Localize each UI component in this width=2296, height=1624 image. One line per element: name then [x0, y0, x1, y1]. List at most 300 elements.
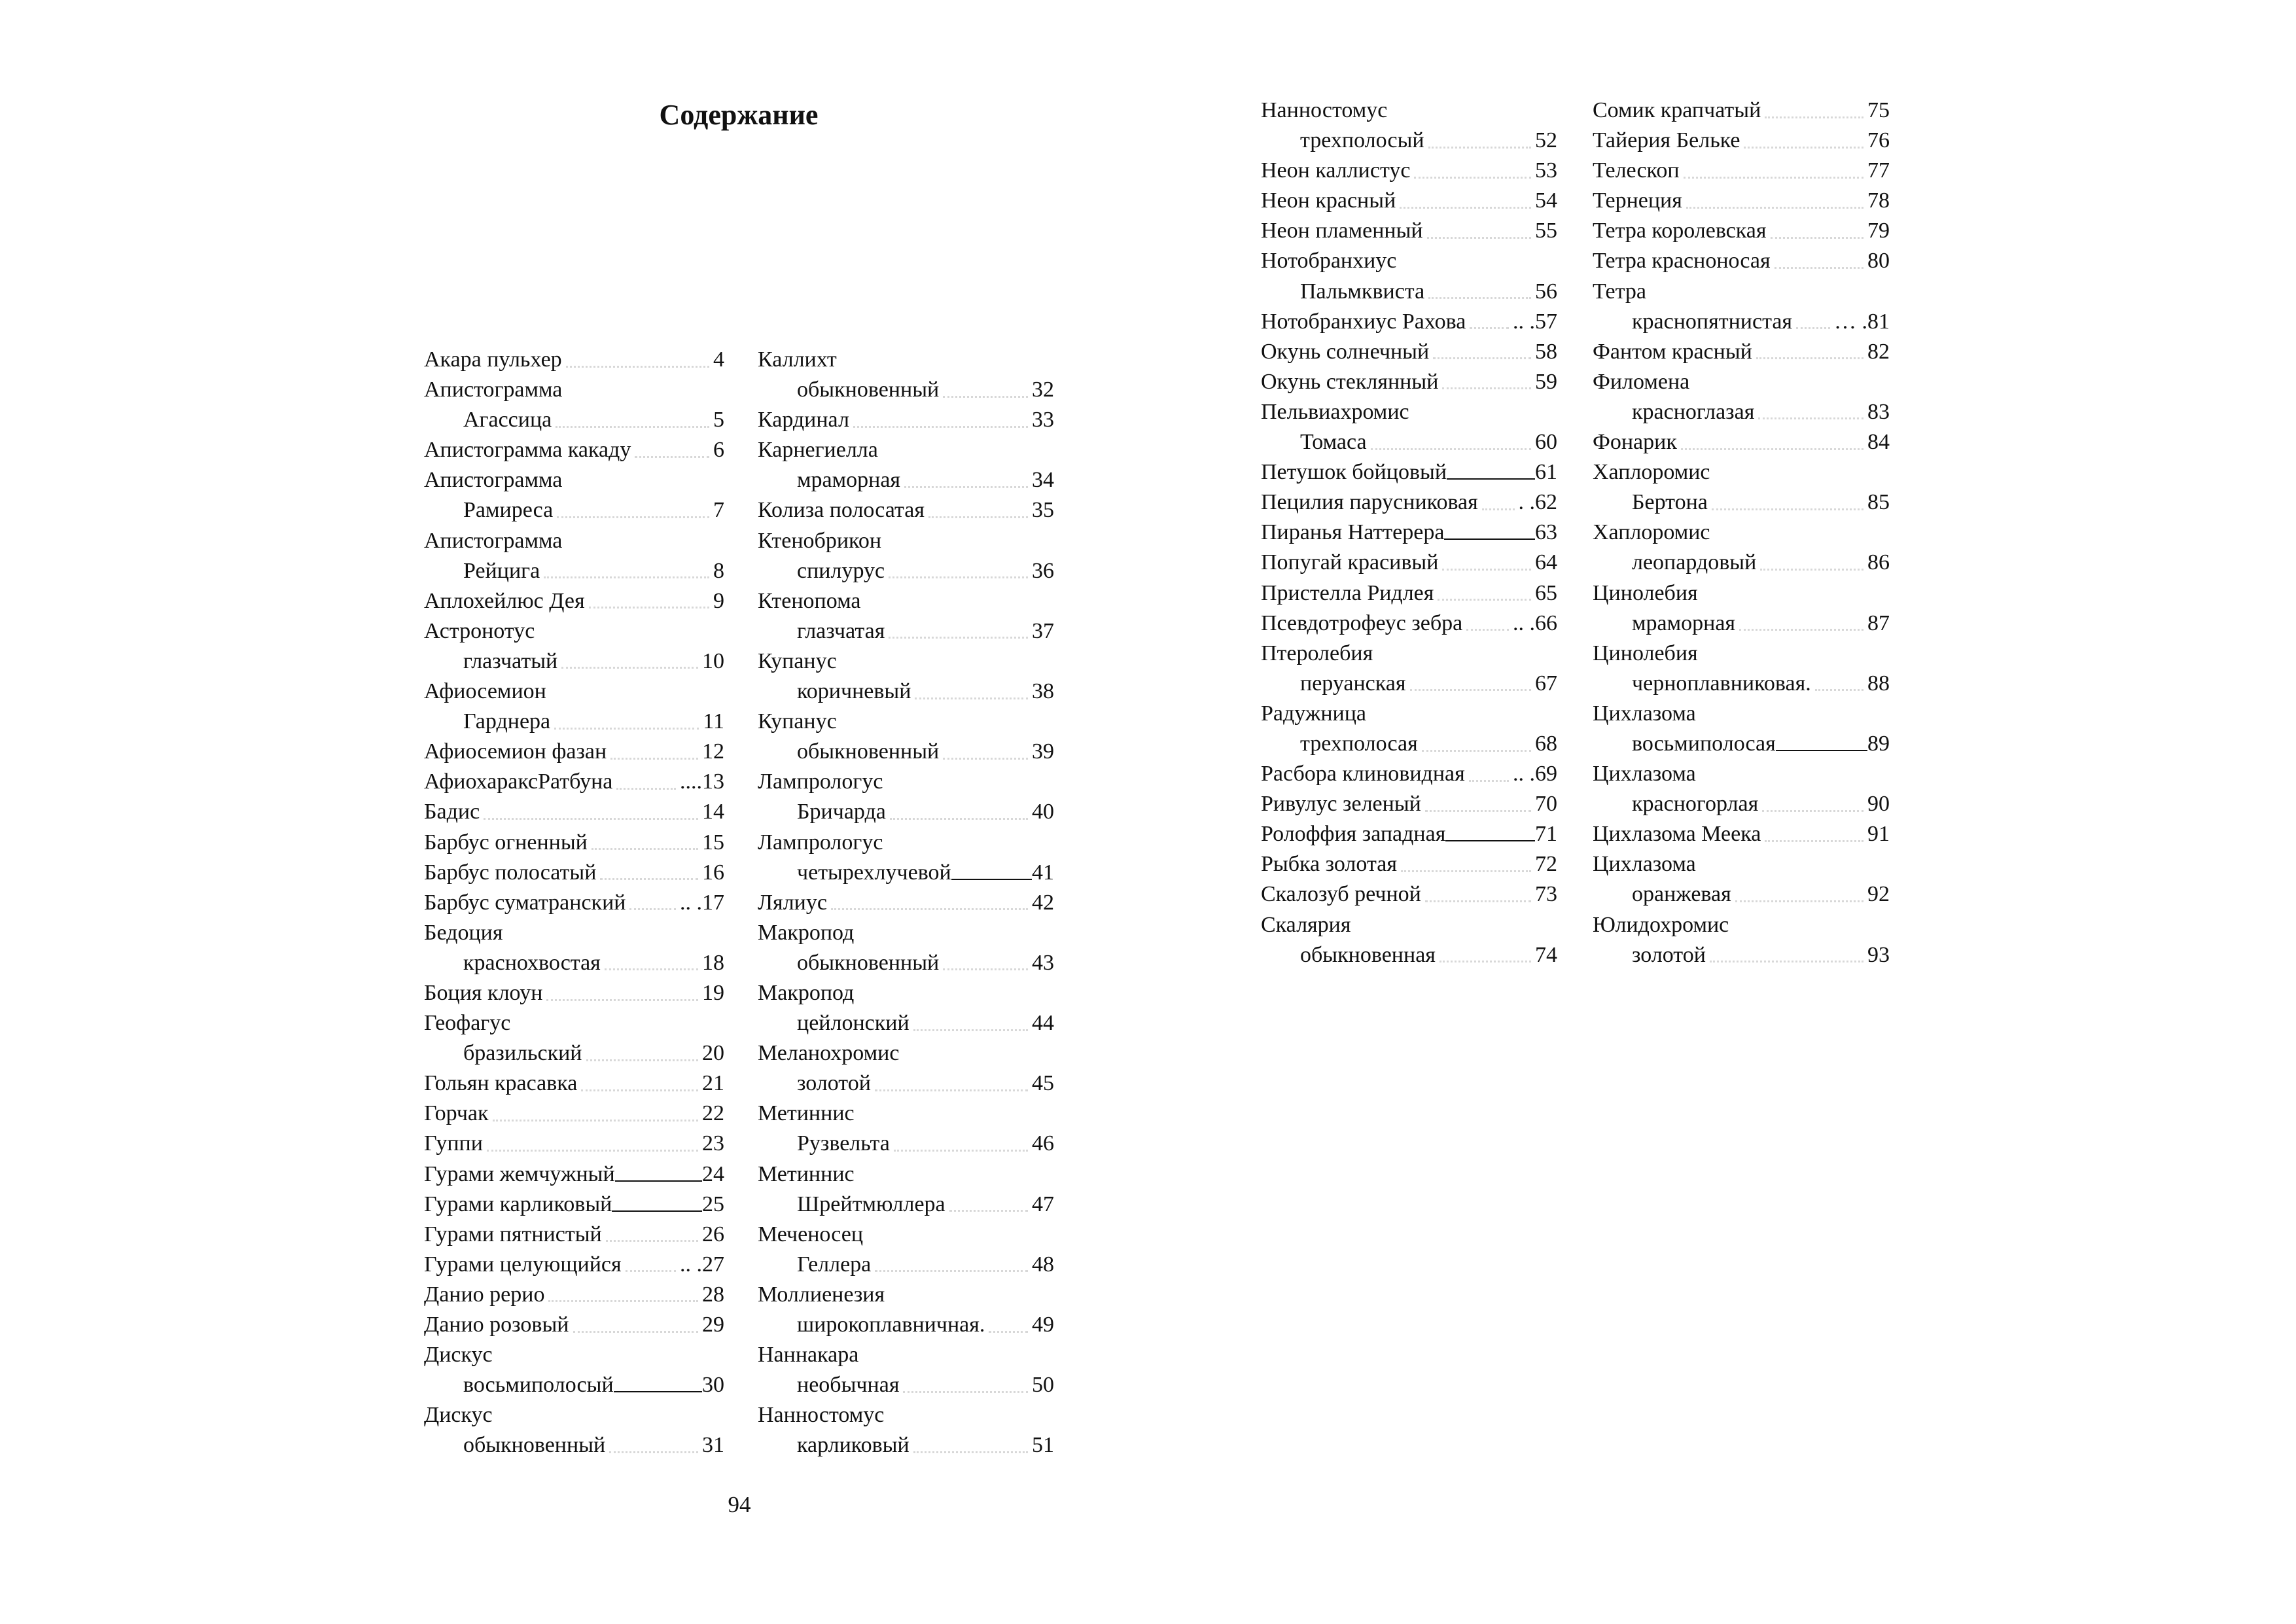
toc-entry-line	[1593, 367, 1890, 397]
leader-line	[1815, 689, 1863, 691]
toc-entry-title: Бедоция	[424, 920, 503, 945]
toc-entry-title: Бадис	[424, 800, 480, 824]
toc-entry	[758, 405, 1054, 435]
toc-entry-page: 56	[1535, 279, 1557, 304]
toc-entry	[424, 1340, 724, 1400]
toc-entry-title: обыкновенный	[463, 1433, 606, 1458]
toc-entry	[1593, 699, 1890, 759]
toc-entry-title: четырехлучевой	[797, 860, 951, 885]
toc-entry-title: Меланохромис	[758, 1041, 900, 1066]
toc-entry-page: 45	[1032, 1071, 1054, 1096]
toc-entry-title: Данио розовый	[424, 1313, 569, 1337]
toc-entry-line	[758, 1400, 1054, 1430]
toc-entry-page: 23	[702, 1131, 724, 1156]
toc-entry-line	[758, 1038, 1054, 1068]
leader-line	[1438, 599, 1531, 601]
toc-entry-page: 91	[1867, 822, 1890, 847]
toc-entry-page: 89	[1867, 731, 1890, 756]
toc-entry-line	[424, 1250, 724, 1280]
toc-entry-line	[1593, 548, 1890, 578]
toc-entry	[1261, 639, 1557, 699]
toc-entry	[1261, 307, 1557, 337]
toc-entry	[424, 1280, 724, 1310]
toc-entry-title: Хаплоромис	[1593, 460, 1710, 485]
toc-entry-line	[424, 1068, 724, 1099]
toc-entry-line	[1261, 789, 1557, 819]
toc-entry	[424, 1310, 724, 1340]
toc-entry-line	[1261, 156, 1557, 186]
toc-entry-title: Макропод	[758, 920, 855, 945]
toc-entry-line	[424, 526, 724, 556]
toc-entry-title: Тайерия Бельке	[1593, 128, 1740, 153]
toc-entry-page: ....13	[680, 769, 724, 794]
toc-entry-title: Горчак	[424, 1101, 489, 1126]
toc-entry	[758, 1280, 1054, 1340]
leader-line	[610, 758, 698, 760]
toc-entry-title: Гольян красавка	[424, 1071, 578, 1096]
toc-entry-page: 29	[702, 1313, 724, 1337]
toc-entry-title: Попугай красивый	[1261, 550, 1439, 575]
toc-entry-page: . .62	[1518, 490, 1557, 515]
toc-entry	[424, 1250, 724, 1280]
toc-entry-line	[424, 495, 724, 525]
toc-entry	[424, 918, 724, 978]
toc-entry-page: 44	[1032, 1011, 1054, 1036]
toc-entry-line	[758, 1430, 1054, 1460]
toc-entry-title: Юлидохромис	[1593, 912, 1729, 937]
leader-line	[556, 426, 709, 428]
toc-entry	[758, 345, 1054, 405]
toc-entry-line	[1593, 729, 1890, 759]
leader-line	[614, 1391, 702, 1392]
toc-entry	[1261, 849, 1557, 879]
leader-line	[1470, 327, 1509, 329]
toc-entry-line	[1593, 337, 1890, 367]
toc-entry	[424, 1008, 724, 1068]
leader-line	[612, 1210, 702, 1212]
toc-entry	[424, 616, 724, 677]
toc-entry-title: Ктенопома	[758, 588, 861, 613]
toc-entry-line	[424, 1400, 724, 1430]
toc-entry	[1593, 518, 1890, 578]
toc-entry-line	[424, 1008, 724, 1038]
toc-entry-line	[424, 677, 724, 707]
toc-entry-title: краснохвостая	[463, 950, 601, 975]
toc-entry-title: Лялиус	[758, 890, 827, 915]
toc-entry-line	[424, 465, 724, 495]
toc-entry-line	[758, 556, 1054, 586]
leader-line	[1765, 116, 1863, 118]
toc-entry-line	[424, 1099, 724, 1129]
leader-line	[853, 426, 1028, 428]
toc-entry	[1593, 216, 1890, 246]
toc-entry-title: Фантом красный	[1593, 339, 1752, 364]
toc-entry-page: 10	[702, 648, 724, 673]
toc-entry-title: Колиза полосатая	[758, 498, 925, 523]
leader-line	[831, 908, 1028, 910]
toc-entry-line	[424, 797, 724, 827]
toc-entry-line	[758, 495, 1054, 525]
toc-entry-page: 34	[1032, 468, 1054, 493]
toc-entry	[1261, 548, 1557, 578]
toc-entry-line	[1593, 427, 1890, 457]
toc-entry-title: Пальмквиста	[1300, 279, 1425, 304]
toc-entry-line	[424, 888, 724, 918]
toc-entry-title: Бричарда	[797, 800, 886, 824]
toc-entry-line	[758, 1340, 1054, 1370]
toc-entry-line	[1261, 518, 1557, 548]
toc-entry-line	[758, 1190, 1054, 1220]
toc-entry-title: Купанус	[758, 709, 837, 734]
toc-entry-title: Данио рерио	[424, 1282, 545, 1307]
toc-entry-page: 76	[1867, 128, 1890, 153]
toc-entry-title: Моллиенезия	[758, 1282, 885, 1307]
toc-entry-line	[1593, 156, 1890, 186]
leader-line	[1686, 207, 1863, 209]
toc-entry-line	[758, 375, 1054, 405]
toc-entry-title: Фонарик	[1593, 430, 1677, 455]
toc-entry-line	[1261, 759, 1557, 789]
toc-entry-line	[424, 1220, 724, 1250]
toc-entry-page: 65	[1535, 580, 1557, 605]
toc-entry	[1261, 96, 1557, 156]
toc-entry-page: 78	[1867, 188, 1890, 213]
toc-entry-page: 86	[1867, 550, 1890, 575]
toc-entry	[424, 526, 724, 586]
leader-line	[894, 1150, 1028, 1152]
toc-entry-line	[424, 978, 724, 1008]
toc-entry-line	[1261, 487, 1557, 518]
toc-entry-line	[758, 737, 1054, 767]
toc-entry-line	[1593, 669, 1890, 699]
toc-entry-page: 59	[1535, 369, 1557, 394]
toc-entry-page: 16	[702, 860, 724, 885]
toc-entry-line	[424, 1310, 724, 1340]
toc-entry-line	[1261, 367, 1557, 397]
leader-line	[557, 516, 709, 518]
toc-entry-line	[1593, 307, 1890, 337]
leader-line	[1469, 780, 1509, 782]
toc-entry-line	[1261, 699, 1557, 729]
toc-entry	[758, 1099, 1054, 1159]
toc-entry	[1261, 367, 1557, 397]
toc-entry	[758, 1038, 1054, 1099]
toc-entry	[1593, 639, 1890, 699]
toc-entry-line	[758, 858, 1054, 888]
toc-entry-title: Барбус полосатый	[424, 860, 597, 885]
toc-entry-line	[424, 1430, 724, 1460]
toc-entry-line	[424, 435, 724, 465]
toc-entry	[758, 978, 1054, 1038]
toc-entry	[424, 1129, 724, 1159]
toc-column-3	[1261, 96, 1557, 970]
leader-line	[1371, 448, 1531, 450]
toc-entry-page: 15	[702, 830, 724, 855]
toc-entry-title: цейлонский	[797, 1011, 910, 1036]
toc-entry-line	[1593, 759, 1890, 789]
toc-entry	[424, 797, 724, 827]
toc-entry	[1261, 879, 1557, 909]
toc-entry-title: Кардинал	[758, 408, 849, 432]
leader-line	[890, 818, 1028, 820]
toc-entry-title: мраморная	[1632, 610, 1736, 635]
toc-entry-page: 19	[702, 980, 724, 1005]
toc-entry	[758, 828, 1054, 888]
toc-entry-line	[758, 405, 1054, 435]
leader-line	[484, 818, 698, 820]
toc-entry-title: Окунь стеклянный	[1261, 369, 1439, 394]
toc-entry-page: 39	[1032, 739, 1054, 764]
leader-line	[581, 1089, 698, 1091]
leader-line	[913, 1451, 1028, 1453]
toc-entry-page: .. .69	[1513, 762, 1557, 786]
toc-entry	[1593, 186, 1890, 216]
toc-entry	[1261, 487, 1557, 518]
leader-line	[989, 1331, 1028, 1333]
toc-entry-page: .. .27	[680, 1252, 724, 1277]
toc-entry-line	[1593, 397, 1890, 427]
leader-line	[943, 968, 1028, 970]
toc-entry	[1593, 367, 1890, 427]
toc-entry	[1261, 457, 1557, 487]
toc-column-1	[424, 345, 724, 1460]
toc-entry-title: Цихлазома	[1593, 762, 1696, 786]
toc-entry	[1261, 216, 1557, 246]
toc-entry-title: красноглазая	[1632, 399, 1755, 424]
toc-entry-line	[1593, 246, 1890, 276]
toc-entry	[424, 1068, 724, 1099]
leader-line	[554, 728, 699, 730]
toc-entry-page: 51	[1032, 1433, 1054, 1458]
toc-entry-page: 30	[702, 1373, 724, 1398]
toc-entry-line	[758, 918, 1054, 948]
toc-entry-page: 70	[1535, 792, 1557, 817]
toc-entry-line	[424, 1129, 724, 1159]
leader-line	[586, 1059, 699, 1061]
toc-entry-page: 42	[1032, 890, 1054, 915]
toc-entry-title: Метиннис	[758, 1161, 855, 1186]
leader-line	[1744, 147, 1863, 149]
toc-entry-page: 93	[1867, 942, 1890, 967]
toc-entry-page: 47	[1032, 1192, 1054, 1216]
toc-entry	[1593, 427, 1890, 457]
leader-line	[949, 1210, 1028, 1212]
toc-entry-line	[1593, 216, 1890, 246]
toc-entry-page: 12	[702, 739, 724, 764]
toc-entry-page: 7	[713, 498, 724, 523]
toc-entry-line	[424, 1280, 724, 1310]
toc-entry-line	[758, 707, 1054, 737]
leader-line	[1422, 750, 1531, 752]
toc-entry-title: Цихлазома Меека	[1593, 822, 1761, 847]
leader-line	[943, 396, 1028, 398]
toc-entry-title: Лампрологус	[758, 830, 883, 855]
toc-entry	[1261, 518, 1557, 548]
toc-entry-page: 6	[713, 438, 724, 463]
toc-entry-line	[758, 1310, 1054, 1340]
toc-entry-line	[1593, 819, 1890, 849]
toc-entry	[424, 586, 724, 616]
toc-entry-title: перуанская	[1300, 671, 1406, 696]
toc-entry-page: 49	[1032, 1313, 1054, 1337]
toc-entry-title: Скалозуб речной	[1261, 882, 1421, 907]
toc-entry-line	[1261, 457, 1557, 487]
toc-column-2	[758, 345, 1054, 1460]
toc-entry	[424, 345, 724, 375]
toc-entry-title: Геллера	[797, 1252, 872, 1277]
leader-line	[493, 1120, 698, 1121]
toc-entry-page: 20	[702, 1041, 724, 1066]
toc-entry-line	[1593, 487, 1890, 518]
toc-entry-title: леопардовый	[1632, 550, 1757, 575]
toc-entry	[1593, 819, 1890, 849]
leader-line	[573, 1331, 699, 1333]
toc-entry-line	[1261, 277, 1557, 307]
toc-entry-page: 88	[1867, 671, 1890, 696]
leader-line	[1428, 297, 1531, 299]
leader-line	[1425, 810, 1531, 812]
toc-entry	[758, 1220, 1054, 1280]
leader-line	[626, 1270, 676, 1272]
toc-entry-title: Телескоп	[1593, 158, 1680, 183]
toc-entry-page: … .81	[1834, 309, 1890, 334]
toc-entry-title: Пиранья Наттерера	[1261, 520, 1445, 545]
toc-entry-title: спилурус	[797, 558, 885, 583]
toc-entry-line	[1593, 609, 1890, 639]
toc-entry	[1261, 337, 1557, 367]
toc-entry-line	[1261, 246, 1557, 276]
toc-entry-line	[758, 948, 1054, 978]
toc-entry-page: 36	[1032, 558, 1054, 583]
toc-entry-title: Цихлазома	[1593, 701, 1696, 726]
toc-entry-title: обыкновенный	[797, 950, 940, 975]
leader-line	[635, 456, 709, 458]
toc-entry-line	[1593, 457, 1890, 487]
toc-entry-line	[424, 918, 724, 948]
leader-line	[889, 637, 1028, 639]
toc-entry-line	[1593, 186, 1890, 216]
toc-entry-title: трехполосая	[1300, 731, 1418, 756]
page-number: 94	[728, 1492, 751, 1517]
leader-line	[943, 758, 1028, 760]
toc-entry-title: Окунь солнечный	[1261, 339, 1430, 364]
leader-line	[606, 1240, 698, 1242]
toc-entry-title: широкоплавничная.	[797, 1313, 985, 1337]
toc-entry-page: .. .66	[1513, 610, 1557, 635]
toc-entry-line	[1593, 639, 1890, 669]
leader-line	[1756, 357, 1863, 359]
toc-entry-page: 72	[1535, 852, 1557, 877]
toc-column-4	[1593, 96, 1890, 970]
toc-entry-line	[758, 1220, 1054, 1250]
leader-line	[904, 486, 1028, 488]
leader-line	[1425, 900, 1531, 902]
toc-entry-title: Барбус огненный	[424, 830, 588, 855]
toc-entry-page: 14	[702, 800, 724, 824]
toc-entry	[424, 1099, 724, 1129]
toc-entry-page: 50	[1032, 1373, 1054, 1398]
toc-entry-title: Расбора клиновидная	[1261, 762, 1465, 786]
toc-entry-title: Рейцига	[463, 558, 540, 583]
toc-entry-page: 52	[1535, 128, 1557, 153]
toc-entry-line	[758, 1159, 1054, 1190]
leader-line	[951, 879, 1032, 880]
toc-entry	[758, 767, 1054, 827]
toc-entry	[758, 1400, 1054, 1460]
toc-entry	[1261, 246, 1557, 306]
toc-entry-title: Апистограмма какаду	[424, 438, 631, 463]
toc-entry	[424, 1220, 724, 1250]
toc-entry-line	[1261, 397, 1557, 427]
toc-entry-line	[424, 1370, 724, 1400]
toc-entry-line	[424, 737, 724, 767]
toc-entry	[1593, 246, 1890, 276]
toc-entry-line	[758, 1280, 1054, 1310]
toc-entry	[1593, 96, 1890, 126]
toc-entry	[1261, 699, 1557, 759]
leader-line	[875, 1270, 1028, 1272]
toc-entry-title: Геофагус	[424, 1011, 511, 1036]
toc-entry-title: Тетра королевская	[1593, 219, 1767, 243]
leader-line	[1427, 237, 1531, 239]
toc-entry-page: 80	[1867, 249, 1890, 274]
leader-line	[566, 366, 709, 368]
leader-line	[1739, 629, 1863, 631]
toc-entry-title: восьмиполосый	[463, 1373, 614, 1398]
toc-entry-page: 46	[1032, 1131, 1054, 1156]
toc-entry-page: 24	[702, 1161, 724, 1186]
toc-entry	[1593, 337, 1890, 367]
toc-entry	[1593, 126, 1890, 156]
toc-entry-line	[1593, 277, 1890, 307]
toc-entry-line	[424, 948, 724, 978]
toc-entry-page: 38	[1032, 679, 1054, 704]
toc-entry-title: Апистограмма	[424, 528, 563, 553]
toc-entry-title: АфиохараксРатбуна	[424, 769, 613, 794]
toc-entry-title: Сомик крапчатый	[1593, 98, 1761, 122]
toc-entry-title: Шрейтмюллера	[797, 1192, 945, 1216]
toc-entry-line	[424, 646, 724, 677]
toc-entry-title: глазчатый	[463, 648, 558, 673]
toc-entry-line	[758, 797, 1054, 827]
toc-entry-title: Дискус	[424, 1343, 493, 1368]
toc-entry	[1261, 819, 1557, 849]
toc-entry-line	[424, 556, 724, 586]
leader-line	[1401, 870, 1531, 872]
leader-line	[915, 697, 1028, 699]
toc-entry	[1261, 609, 1557, 639]
toc-entry-title: Цинолебия	[1593, 580, 1698, 605]
toc-entry-title: Барбус суматранский	[424, 890, 626, 915]
toc-entry-page: 37	[1032, 618, 1054, 643]
toc-entry-title: Тетра	[1593, 279, 1646, 304]
leader-line	[546, 999, 698, 1001]
toc-entry-line	[1261, 96, 1557, 126]
toc-entry-page: 41	[1032, 860, 1054, 885]
toc-entry-line	[758, 616, 1054, 646]
toc-entry-line	[758, 526, 1054, 556]
toc-entry-line	[424, 1190, 724, 1220]
toc-entry-title: Афиосемион фазан	[424, 739, 607, 764]
toc-entry-page: 18	[702, 950, 724, 975]
toc-entry-title: Рыбка золотая	[1261, 852, 1397, 877]
toc-entry-line	[1261, 548, 1557, 578]
toc-entry-title: Гуппи	[424, 1131, 483, 1156]
toc-entry-title: бразильский	[463, 1041, 582, 1066]
leader-line	[1442, 569, 1531, 571]
toc-entry-page: 54	[1535, 188, 1557, 213]
toc-entry	[424, 888, 724, 918]
